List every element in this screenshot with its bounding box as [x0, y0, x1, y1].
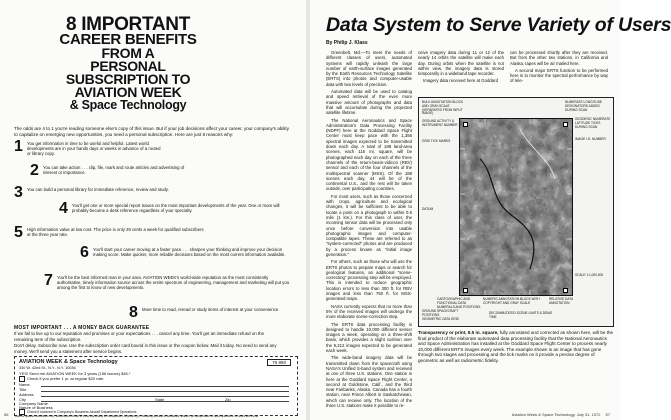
paragraph: can be processed shortly after they are received. But from the other two stations, in California and Alaska, tapes will be air mailed here. — [510, 50, 608, 66]
benefit-item — [30, 164, 190, 188]
coupon-field-zip: Zip — [225, 397, 231, 402]
callout-label: BULK ANNOTATION BLOCK AND GRAY-SCALE (SEPARATED FROM INPUT IMAGE) — [422, 100, 464, 116]
benefit-item — [44, 274, 294, 298]
benefit-number: 6 — [80, 244, 89, 261]
coupon-field-name: Name — [19, 382, 30, 387]
ad-intro: The odds are 4 to 1 you're reading someone else's copy of this issue. But if your job decisions affect your career, your company's ability to capitalize on emerging new opportunities, you need a personal subscription. Here are just 8 reasons why: — [14, 126, 289, 137]
benefit-item — [59, 202, 289, 226]
headline-line: 8 IMPORTANT — [65, 14, 191, 35]
paragraph: For others, such as those who will use the ERTS photos to prepare maps or search for geological features, an additional "scene-correcting" processing step will be employed. This is intended to reduce geographic location errors to less than 300 ft. for RBV images and less than 750 ft. for MSS-generated maps. — [326, 259, 412, 302]
article-footer — [512, 412, 610, 417]
annotated-satellite-image — [418, 97, 614, 327]
paragraph: The National Aeronautics and Space Administration's Data Processing Facility (NDPF) here at the Goddard Space Flight Center must keep pace with the 1,356 spectral images expected to be transmitted down each day. A total of 188 land-area scenes, each 115 mi. square, will be photographed each day on each of the three channels of the return-beam-vidicon (RBV) sensor and each of the four channels of the multispectral scanner (MSS). Of the 188 scenes each day, 44 will be of the continental U.S., and the rest will be taken outside, over participating countries. — [326, 117, 412, 192]
article-column-1 — [326, 50, 412, 410]
benefit-number: 1 — [14, 138, 23, 155]
benefit-text: You'll be the best informed man in your area. AVIATION WEEK's world-wide reputation as the most consistently authoritative, timely information source across the entire spectrum of engineering, management and marketing will put you among the first to know of new developments. — [57, 275, 290, 291]
callout-label: GEODESIC NUMERATE LATITUDE TICKS DURING SCAN — [575, 117, 611, 129]
address-line[interactable] — [41, 396, 289, 397]
offer-text: YES! Send me AVIATION WEEK for 3 years (156 issues) $45.* — [19, 371, 131, 376]
paragraph: For most users, such as those concerned with crops, agriculture and ecological changes, it will be sufficient to be able to locate a point on a photograph to within 0.6 mile (1 km.). For this class of user, the incoming sensor data will be processed only once before conversion into usable photographic images and computer-compatible tapes. These are referred to as "system-corrected" photos and are produced by a process known as "initial image generation." — [326, 193, 412, 257]
callout-label: DATUM — [422, 207, 434, 211]
benefit-item — [80, 246, 295, 270]
callout-label: SCALE 1:1,000,000 — [575, 273, 604, 277]
ad-page — [0, 0, 306, 420]
registration-mark — [463, 122, 468, 127]
registration-mark — [563, 122, 568, 127]
benefit-text: More time to read, reread or study items of interest at your convenience. — [142, 307, 280, 312]
paragraph: A second major ERTS function to be performed here is to monitor the spectral performance by way of tele- — [510, 67, 608, 84]
callout-label: DECOMMUTATED SCENE LIMITS & DEMO TIME — [489, 311, 553, 319]
paragraph: Imagery data received here at Goddard — [423, 78, 499, 84]
benefit-text: You'll start your career moving at a faster pace . . . sharpen your thinking and improve your decision making score. Make quicker, more reliable decisions based on the most current information available. — [93, 247, 286, 258]
coupon-field-city: City — [19, 397, 26, 402]
article-page — [310, 0, 671, 420]
benefit-number: 5 — [14, 224, 23, 241]
coupon-field-title: Title — [19, 387, 27, 392]
coupon-fine-print: *Rate for qualified subscribers only. Subscriptions limited to those responsible for management, engineering or marketing activities of aerospace, aviation, air transportation or allied operations. All others $26 a year. — [14, 415, 259, 418]
paragraph: NASA currently expects that no more than 5% of the received images will undergo the more elaborate scene-correction step. — [326, 303, 412, 320]
article-column-2 — [418, 50, 504, 90]
callout-label: NUMERATE LONGITUDE DESIGNATORS ADDED DURING SCAN — [565, 100, 603, 112]
page-number: 57 — [605, 412, 610, 417]
title-line[interactable] — [41, 391, 289, 392]
callout-label: NUMERIC ANNOTATION BLOCK WITH COPYRIGHT AND GRAY SCALE — [483, 297, 540, 305]
paragraph: Greenbelt, Md.—To meet the needs of different classes of users, automated systems will rapidly unleash the large number of earth-surface images generated by the Earth Resources Technology Satellite (ERTS) into photos and computer-usable data with two levels of precision. — [326, 50, 412, 87]
benefit-text: You'll get one or more special report issues on the most important developments of the year. One or more will probably become a desk reference regardless of your specialty. — [72, 203, 280, 214]
headline-line: PERSONAL — [90, 58, 166, 74]
callout-label: GEOMETRIC DATA GRID — [422, 317, 459, 321]
headline-line: CAREER BENEFITS — [59, 31, 197, 48]
guarantee-text: If we fail to live up to our reputation and promises or your expectations . . . cancel any time. You'll get an immediate refund on the remaining term of the subscription. — [14, 331, 265, 342]
registration-mark — [463, 288, 468, 293]
headline-line: & Space Technology — [69, 98, 187, 112]
headline-line: SUBSCRIPTION TO — [65, 71, 191, 87]
coupon-price-box: 75 850 — [267, 359, 291, 366]
coupon-field-state: State — [155, 397, 165, 402]
benefit-number: 4 — [59, 200, 68, 217]
option-text: Check if you prefer 1 yr. at regular $20 rate. — [27, 376, 105, 382]
benefit-text: You can build a personal library for immediate reference, review and study. — [27, 187, 169, 192]
publication-line: Aviation Week & Space Technology, July 31, 1972 — [511, 412, 601, 417]
paragraph: The ERTS data processing facility is designed to handle 10,000 different sensor images a week, operating on a three-shift basis, which provides a slight cushion over the 9,212 images expected to be generated each week. — [326, 321, 412, 354]
caption-text: fully annotated and corrected as shown here, will be the final product of the elaborate automated data processing facility that the National Aeronautics and Space Administration has installed at the Goddard Space Flight Center to process nearly 10,000 different ERTS images every week. The example shown is an image that has gone through two stages and processing and the tick marks on it provide a precise degree of geometric as well as radiometric fidelity. — [418, 330, 614, 363]
paragraph: The wide-band imagery data will be transmitted down from the spacecraft using NASA's Unified S-band system and received at one of three U.S. stations. One station is here at the Goddard Space Flight Center, a second at Goldstone, Calif., and the third near Fairbanks, Alaska. Canada has a fourth station, near Prince Albert in Saskatchewan, which can receive only. The location of the three U.S. stations make it possible to re- — [326, 355, 412, 408]
paragraph: Automated data will be used to catalog and speed retrieval of the even more massive amount of photographs and data that will accumulate during the projected satellite lifetime. — [326, 89, 412, 116]
article-title: Data System to Serve Variety of Users — [326, 14, 671, 36]
benefit-number: 8 — [129, 304, 138, 321]
satellite-terrain — [460, 119, 572, 295]
paragraph: ceive imagery data during 11 or 12 of the nearly 14 orbits the satellite will make each day. During orbits when the satellite is not within view, the imagery data is stored temporarily in a wideband tape recorder. — [418, 50, 504, 77]
figure-caption — [418, 330, 614, 364]
page-number: 56 — [4, 412, 9, 417]
benefit-number: 2 — [30, 162, 39, 179]
benefit-text: You can take action . . . clip, file, mark and route articles and advertising of interest or importance. — [43, 165, 185, 176]
ad-headline — [18, 16, 238, 112]
subscription-coupon[interactable] — [14, 356, 298, 416]
benefit-list — [14, 140, 299, 330]
benefit-number: 3 — [14, 184, 23, 201]
article-byline: By Philip J. Klass — [326, 40, 368, 46]
city-line[interactable] — [41, 401, 289, 402]
coupon-title: AVIATION WEEK & Space Technology — [19, 359, 118, 365]
delay-text: Don't delay. Subscribe now. Use the subscription order card bound in this issue or the coupon below. Mail it today. No need to send any money. We'll send you a statement after service begins. — [14, 343, 277, 354]
coupon-address: 330 W. 42nd St., N.Y., N.Y. 10036 — [19, 366, 76, 370]
article-column-3 — [510, 50, 608, 90]
callout-label: CARTOGRAPHIC AND FUNCTIONAL DATA NUMERALS AND POSITIONS — [437, 297, 481, 309]
headline-line: FROM A — [101, 45, 155, 61]
benefit-text: You get information in time to be useful and helpful. Latest world developments are in your hands days or weeks in advance of a routed or library copy. — [27, 141, 161, 157]
benefit-number: 7 — [44, 272, 53, 289]
headline-line: AVIATION WEEK — [74, 84, 182, 100]
callout-label: IMAGE I.D. NUMBER — [575, 137, 606, 141]
callout-label: GROUND ACTIVITY & INSTRUMENT NUMBER — [422, 119, 458, 127]
benefit-text: High information value at low cost. The price is only 29 cents a week for qualified subscribers at the three year rate. — [27, 227, 204, 238]
caption-lead: Transparency or print, 9.5 in. square, — [418, 330, 499, 335]
benefit-item — [14, 140, 164, 164]
registration-mark — [563, 288, 568, 293]
coupon-field-company: Company Name — [19, 401, 48, 406]
coupon-field-business: Nature of Business — [19, 405, 53, 410]
private-check-text: Check if involved in Company's Business Aircraft Department Operations — [27, 409, 137, 414]
coupon-field-address: Address — [19, 392, 34, 397]
callout-label: GRID TICK MARKS — [422, 139, 451, 143]
coupon-option[interactable] — [19, 376, 104, 382]
name-line[interactable] — [41, 386, 289, 387]
callout-label: RELATIVE DATA ANNOTATION — [549, 297, 573, 305]
guarantee-block — [14, 326, 284, 354]
guarantee-heading: MOST IMPORTANT . . . A MONEY BACK GUARANTEE — [14, 325, 150, 331]
satellite-photo — [459, 118, 573, 296]
callout-label: GROUND SPACECRAFT POSITIONS — [422, 309, 459, 317]
